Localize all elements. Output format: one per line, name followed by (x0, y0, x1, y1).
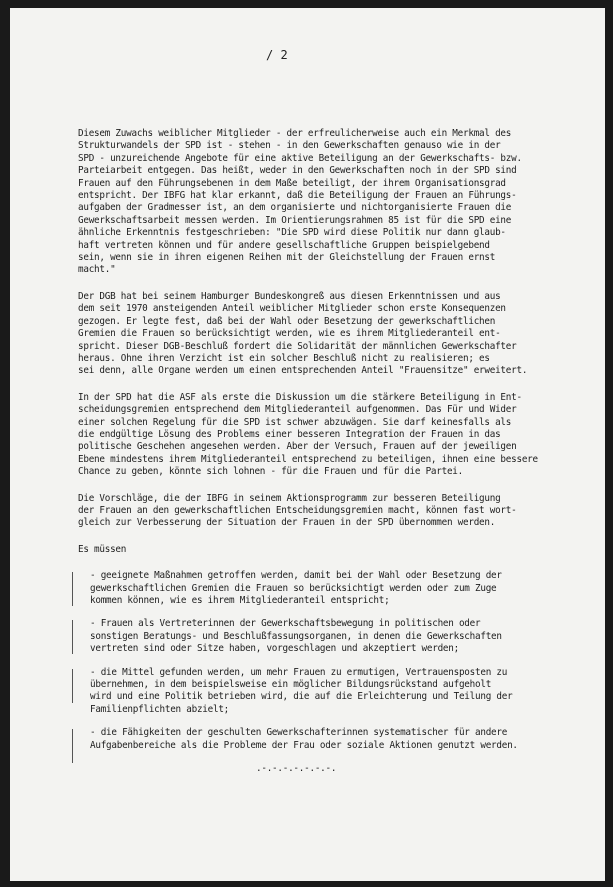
document-page (10, 8, 605, 881)
paragraph: Der DGB hat bei seinem Hamburger Bundeskongreß aus diesen Erkenntnissen und aus dem seit 1970 ansteigenden Anteil weiblicher Mitglieder schon erste Konsequenzen gezogen. Er legte fest, daß bei der Wahl oder Besetzung der gewerkschaftlichen Gremien die Frauen so berücksichtigt werden, wie es ihrem Mitgliederanteil ent- spricht. Dieser DGB-Beschluß fordert die Solidarität der männlichen Gewerkschafter heraus. Ohne ihren Verzicht ist ein solcher Beschluß nicht zu realisieren; es sei denn, alle Organe werden um einen entsprechenden Anteil "Frauensitze" erweitert. (78, 290, 528, 377)
demands-list (78, 570, 588, 752)
list-lead-in: Es müssen (78, 543, 127, 555)
list-item: - geeignete Maßnahmen getroffen werden, damit bei der Wahl oder Besetzung der gewerkschaftlichen Gremien die Frauen so berücksichtigt werden oder zum Zuge kommen können, wie es ihrem Mitgliederanteil entspricht; (78, 570, 588, 607)
paragraph: Die Vorschläge, die der IBFG in seinem Aktionsprogramm zur besseren Beteiligung der Frauen an den gewerkschaftlichen Entscheidungsgremien macht, können fast wort- gleich zur Verbesserung der Situation der Frauen in der SPD übernommen werden. (78, 492, 517, 529)
closing-mark: .-.-.-.-.-.-.-. (256, 763, 337, 775)
paragraph: In der SPD hat die ASF als erste die Diskussion um die stärkere Beteiligung in Ent- scheidungsgremien entsprechend dem Mitgliederanteil aufgenommen. Das Für und Wider einer solchen Regelung für die SPD ist schwer abzuwägen. Sie darf keinesfalls als die endgültige Lösung des Problems einer besseren Integration der Frauen in das politische Geschehen angesehen werden. Aber der Versuch, Frauen auf der jeweiligen Ebene mindestens ihrem Mitgliederanteil entsprechend zu beteiligen, ihnen eine bessere Chance zu geben, könnte sich lohnen - für die Frauen und für die Partei. (78, 391, 538, 478)
page-number: / 2 (266, 48, 288, 62)
document-body (78, 128, 588, 775)
paragraph: Diesem Zuwachs weiblicher Mitglieder - der erfreulicherweise auch ein Merkmal des Strukturwandels der SPD ist - stehen - in den Gewerkschaften genauso wie in der SPD - unzureichende Angebote für eine aktive Beteiligung an der Gewerkschafts- bzw. Parteiarbeit entgegen. Das heißt, weder in den Gewerkschaften noch in der SPD sind Frauen auf den Führungsebenen in dem Maße beteiligt, der ihrem Organisationsgrad entspricht. Der IBFG hat klar erkannt, daß die Beteiligung der Frauen an Führungs- aufgaben der Gradmesser ist, an dem organisierte und nichtorganisierte Frauen die Gewerkschaftsarbeit messen werden. Im Orientierungsrahmen 85 ist für die SPD eine ähnliche Erkenntnis festgeschrieben: "Die SPD wird diese Politik nur dann glaub- haft vertreten können und für andere gesellschaftliche Gruppen beispielgebend sein, wenn sie in ihren eigenen Reihen mit der Gleichstellung der Frauen ernst macht." (78, 128, 522, 276)
list-item: - Frauen als Vertreterinnen der Gewerkschaftsbewegung in politischen oder sonstigen Beratungs- und Beschlußfassungsorganen, in denen die Gewerkschaften vertreten sind oder Sitze haben, vorgeschlagen und akzeptiert werden; (78, 618, 588, 655)
list-item: - die Fähigkeiten der geschulten Gewerkschafterinnen systematischer für andere Aufgabenbereiche als die Probleme der Frau oder soziale Aktionen genutzt werden. (78, 727, 588, 752)
list-item: - die Mittel gefunden werden, um mehr Frauen zu ermutigen, Vertrauensposten zu übernehmen, in dem beispielsweise ein möglicher Bildungsrückstand aufgeholt wird und eine Politik betrieben wird, die auf die Erleichterung und Teilung der Familienpflichten abzielt; (78, 667, 588, 717)
